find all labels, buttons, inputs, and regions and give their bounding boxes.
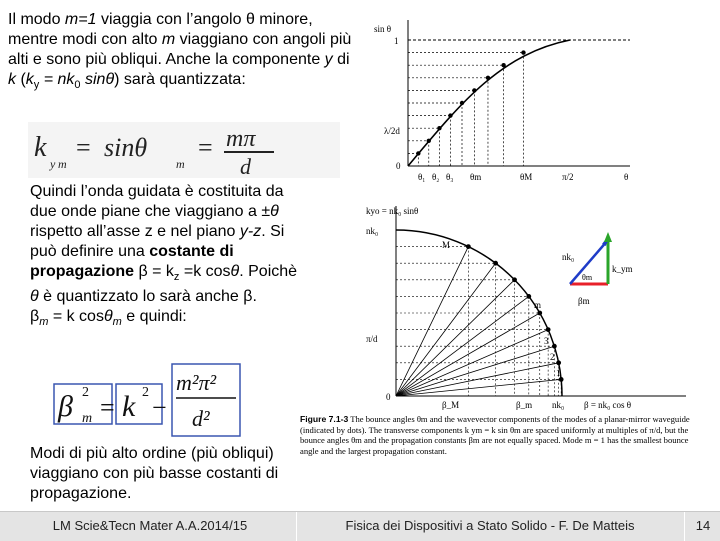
formula2-beta: β [58, 390, 73, 423]
footer-divider [684, 512, 685, 541]
text: θ [30, 288, 39, 306]
closing-paragraph: Modi di più alto ordine (più obliqui) viaggiano con più basse costanti di propagazione. [30, 445, 279, 502]
caption-label: Figure 7.1-3 [300, 414, 349, 424]
text: . [252, 288, 257, 306]
mode-dot [512, 277, 517, 282]
mode-dot [427, 139, 431, 143]
text: θ [245, 11, 255, 28]
text: costante di propagazione [30, 243, 234, 280]
mode-2: 2 [550, 352, 555, 362]
x-theta2: θ₂ [432, 172, 440, 182]
wavevector-triangle [562, 232, 633, 306]
text: θ [105, 71, 115, 88]
vec-kym-label: k_ym [612, 264, 633, 274]
text: k [8, 71, 16, 88]
text: y [33, 79, 40, 92]
figure-caption [300, 414, 704, 456]
mode-ray [396, 247, 468, 396]
text: rispetto all’asse z e nel piano [30, 223, 240, 240]
mode-dot [460, 101, 464, 105]
formula2-minus: − [152, 393, 167, 422]
formula2-den: d² [192, 406, 210, 431]
formula-mpi: mπ [226, 126, 256, 152]
y-tick-lambda: λ/2d [384, 126, 400, 136]
text: sin [80, 71, 106, 88]
x-theta1: θ₁ [418, 172, 426, 182]
formula-equals: = [198, 133, 213, 162]
text: θ [103, 308, 113, 326]
x-label: β = nk₀ cos θ [584, 400, 632, 410]
formula-k: k [34, 132, 47, 163]
figure-wavevectors [356, 200, 696, 414]
x-theta: θ [624, 172, 629, 182]
mode-dot [416, 151, 420, 155]
text: Quindi l’onda guidata è costituita da due onde piane che viaggiano a [30, 183, 284, 220]
text: e quindi: [121, 308, 187, 326]
y-label: sin θ [374, 24, 392, 34]
y-label: kyo = nk₀ sinθ [366, 206, 419, 216]
mode-dot [526, 294, 531, 299]
text: k [25, 71, 34, 88]
text: . Si può definire una [30, 223, 285, 260]
mode-dot [546, 327, 551, 332]
text: ) sarà quantizzata: [114, 71, 246, 88]
mode-dot [486, 76, 490, 80]
text: minore, mentre modi con alto [8, 11, 313, 48]
formula-sub-m2: m [176, 157, 185, 171]
formula-eq: = [76, 133, 91, 162]
text: θ [230, 263, 240, 280]
text: è quantizzato lo sarà anche [38, 288, 244, 306]
figure-sin-theta [360, 14, 646, 190]
nk0-label: nk₀ [366, 226, 379, 236]
mode-1: 1 [556, 368, 561, 378]
vec-k-label: nk₀ [562, 252, 575, 262]
formula-d: d [240, 154, 251, 178]
text: z [173, 271, 180, 284]
text: =k cos [179, 263, 231, 280]
text: β [243, 288, 253, 306]
intro-paragraph [8, 10, 360, 95]
text: = k cos [48, 308, 104, 326]
text: m [161, 31, 176, 48]
text: m [112, 316, 122, 329]
mode-dot [501, 63, 505, 67]
text: . Poichè [239, 263, 298, 280]
text: = nk [39, 71, 75, 88]
y-tick-0: 0 [396, 161, 401, 171]
formula2-num: m²π² [176, 370, 217, 395]
mode-dot [537, 311, 542, 316]
label-betam: β_m [516, 400, 533, 410]
text: ( [16, 71, 26, 88]
label-M: M [442, 240, 451, 250]
origin-zero: 0 [386, 392, 391, 402]
mode-3: 3 [544, 336, 549, 346]
text: viaggia con l’angolo [96, 11, 246, 28]
equation-beta-squared [52, 362, 242, 438]
caption-text: The bounce angles θm and the wavevector components of the modes of a planar-mirror waveguide (indicated by dots). The transverse components k ym = k sin θm are spaced uniformly at multiples of π/d, but the bounce angles θm and the propagation constants βm are not equally spaced. Mode m = 1 has the smallest bounce angle and the largest propagation constant. [300, 414, 690, 456]
kym-arrowhead [604, 232, 612, 242]
formula2-sq: 2 [82, 385, 89, 400]
mode-dot [437, 126, 441, 130]
quantization-lines [408, 50, 526, 166]
mode-dot [493, 261, 498, 266]
pi-over-d: π/d [366, 334, 378, 344]
text: Il modo [8, 11, 65, 28]
mode-dot [552, 344, 557, 349]
footer-course: LM Scie&Tecn Mater A.A.2014/15 [52, 518, 248, 533]
x-thetaM: θM [520, 172, 533, 182]
text: 0 [74, 79, 81, 92]
formula2-m: m [82, 411, 93, 426]
text: = k [147, 263, 174, 280]
mode-dot [472, 88, 476, 92]
x-pi2: π/2 [562, 172, 574, 182]
x-thetam: θm [470, 172, 482, 182]
footer-bar [0, 511, 720, 541]
text: di [332, 51, 350, 68]
vec-beta-label: βm [578, 296, 590, 306]
vec-theta-label: θm [582, 273, 593, 282]
text: viaggiano con angoli più alti e sono più obliqui. Anche la componente [8, 31, 352, 68]
label-betaM: β_M [442, 400, 460, 410]
text: ±θ [261, 203, 279, 220]
label-m: m [534, 300, 542, 310]
formula2-k: k [122, 390, 136, 423]
nk0-x: nk₀ [552, 400, 565, 410]
equation-ky-quantized [28, 122, 340, 178]
middle-paragraph [30, 182, 298, 332]
text: β [134, 263, 148, 280]
footer-title: Fisica dei Dispositivi a Stato Solido - F. De Matteis [345, 518, 635, 533]
mode-rays [396, 244, 564, 396]
text: y [324, 51, 333, 68]
text: β [30, 308, 40, 326]
text: m=1 [64, 11, 97, 28]
formula2-eq: = [100, 393, 115, 422]
y-tick-1: 1 [394, 36, 399, 46]
x-theta3: θ₃ [446, 172, 454, 182]
mode-dot [556, 360, 561, 365]
formula-sin: sinθ [104, 133, 148, 162]
mode-dot [448, 113, 452, 117]
mode-dot [466, 244, 471, 249]
text: m [39, 316, 49, 329]
text: y-z [239, 223, 262, 240]
mode-dot [521, 50, 525, 54]
formula2-ksq: 2 [142, 385, 149, 400]
page-number: 14 [695, 518, 711, 533]
formula-sub-y: y [50, 157, 56, 171]
formula-sub-m: m [58, 157, 67, 171]
mode-ray [396, 346, 554, 396]
footer-divider [296, 512, 297, 541]
